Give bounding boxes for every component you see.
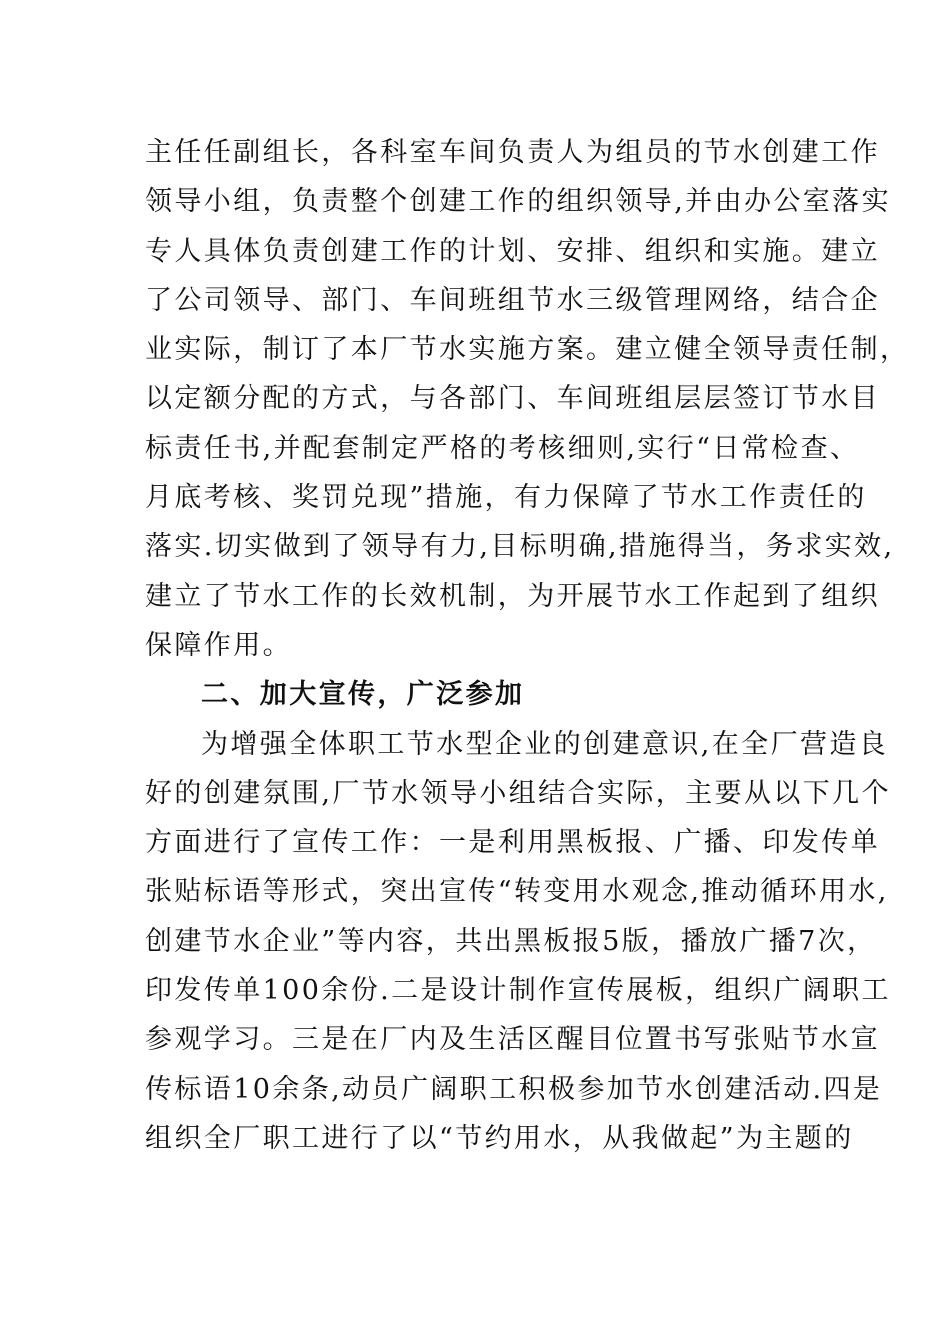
document-body (145, 128, 910, 1163)
text-line: 参观学习。三是在厂内及生活区醒目位置书写张贴节水宣 (145, 1024, 880, 1056)
text-line: 业实际，制订了本厂节水实施方案。建立健全领导责任制， (145, 334, 910, 366)
text-line: 标责任书,并配套制定严格的考核细则,实行“日常检查、 (145, 432, 860, 464)
text-line: 落实.切实做到了领导有力,目标明确,措施得当，务求实效, (145, 531, 895, 563)
text-line: 为增强全体职工节水型企业的创建意识,在全厂营造良 (201, 728, 889, 760)
text-line: 以定额分配的方式，与各部门、车间班组层层签订节水目 (145, 383, 880, 415)
section-heading: 二、加大宣传，广泛参加 (201, 679, 525, 711)
text-line: 专人具体负责创建工作的计划、安排、组织和实施。建立 (145, 235, 880, 267)
text-line: 组织全厂职工进行了以“节约用水，从我做起”为主题的 (145, 1122, 854, 1154)
text-line: 方面进行了宣传工作：一是利用黑板报、广播、印发传单 (145, 827, 880, 859)
text-line: 月底考核、奖罚兑现”措施，有力保障了节水工作责任的 (145, 482, 867, 514)
text-line: 主任任副组长，各科室车间负责人为组员的节水创建工作 (145, 137, 880, 168)
text-line: 创建节水企业”等内容，共出黑板报5版，播放广播7次， (145, 925, 877, 957)
paragraph-1 (145, 128, 910, 670)
text-line: 好的创建氛围,厂节水领导小组结合实际，主要从以下几个 (145, 777, 891, 809)
paragraph-2 (145, 720, 891, 1164)
text-line: 建立了节水工作的长效机制，为开展节水工作起到了组织 (145, 580, 880, 612)
text-line: 印发传单100余份.二是设计制作宣传展板，组织广阔职工 (145, 975, 891, 1007)
text-line: 传标语10余条,动员广阔职工积极参加节水创建活动.四是 (145, 1073, 883, 1105)
text-line: 保障作用。 (145, 629, 292, 661)
text-line: 张贴标语等形式，突出宣传“转变用水观念,推动循环用水, (145, 876, 889, 908)
text-line: 了公司领导、部门、车间班组节水三级管理网络，结合企 (145, 284, 880, 316)
text-line: 领导小组，负责整个创建工作的组织领导,并由办公室落实 (145, 186, 891, 218)
